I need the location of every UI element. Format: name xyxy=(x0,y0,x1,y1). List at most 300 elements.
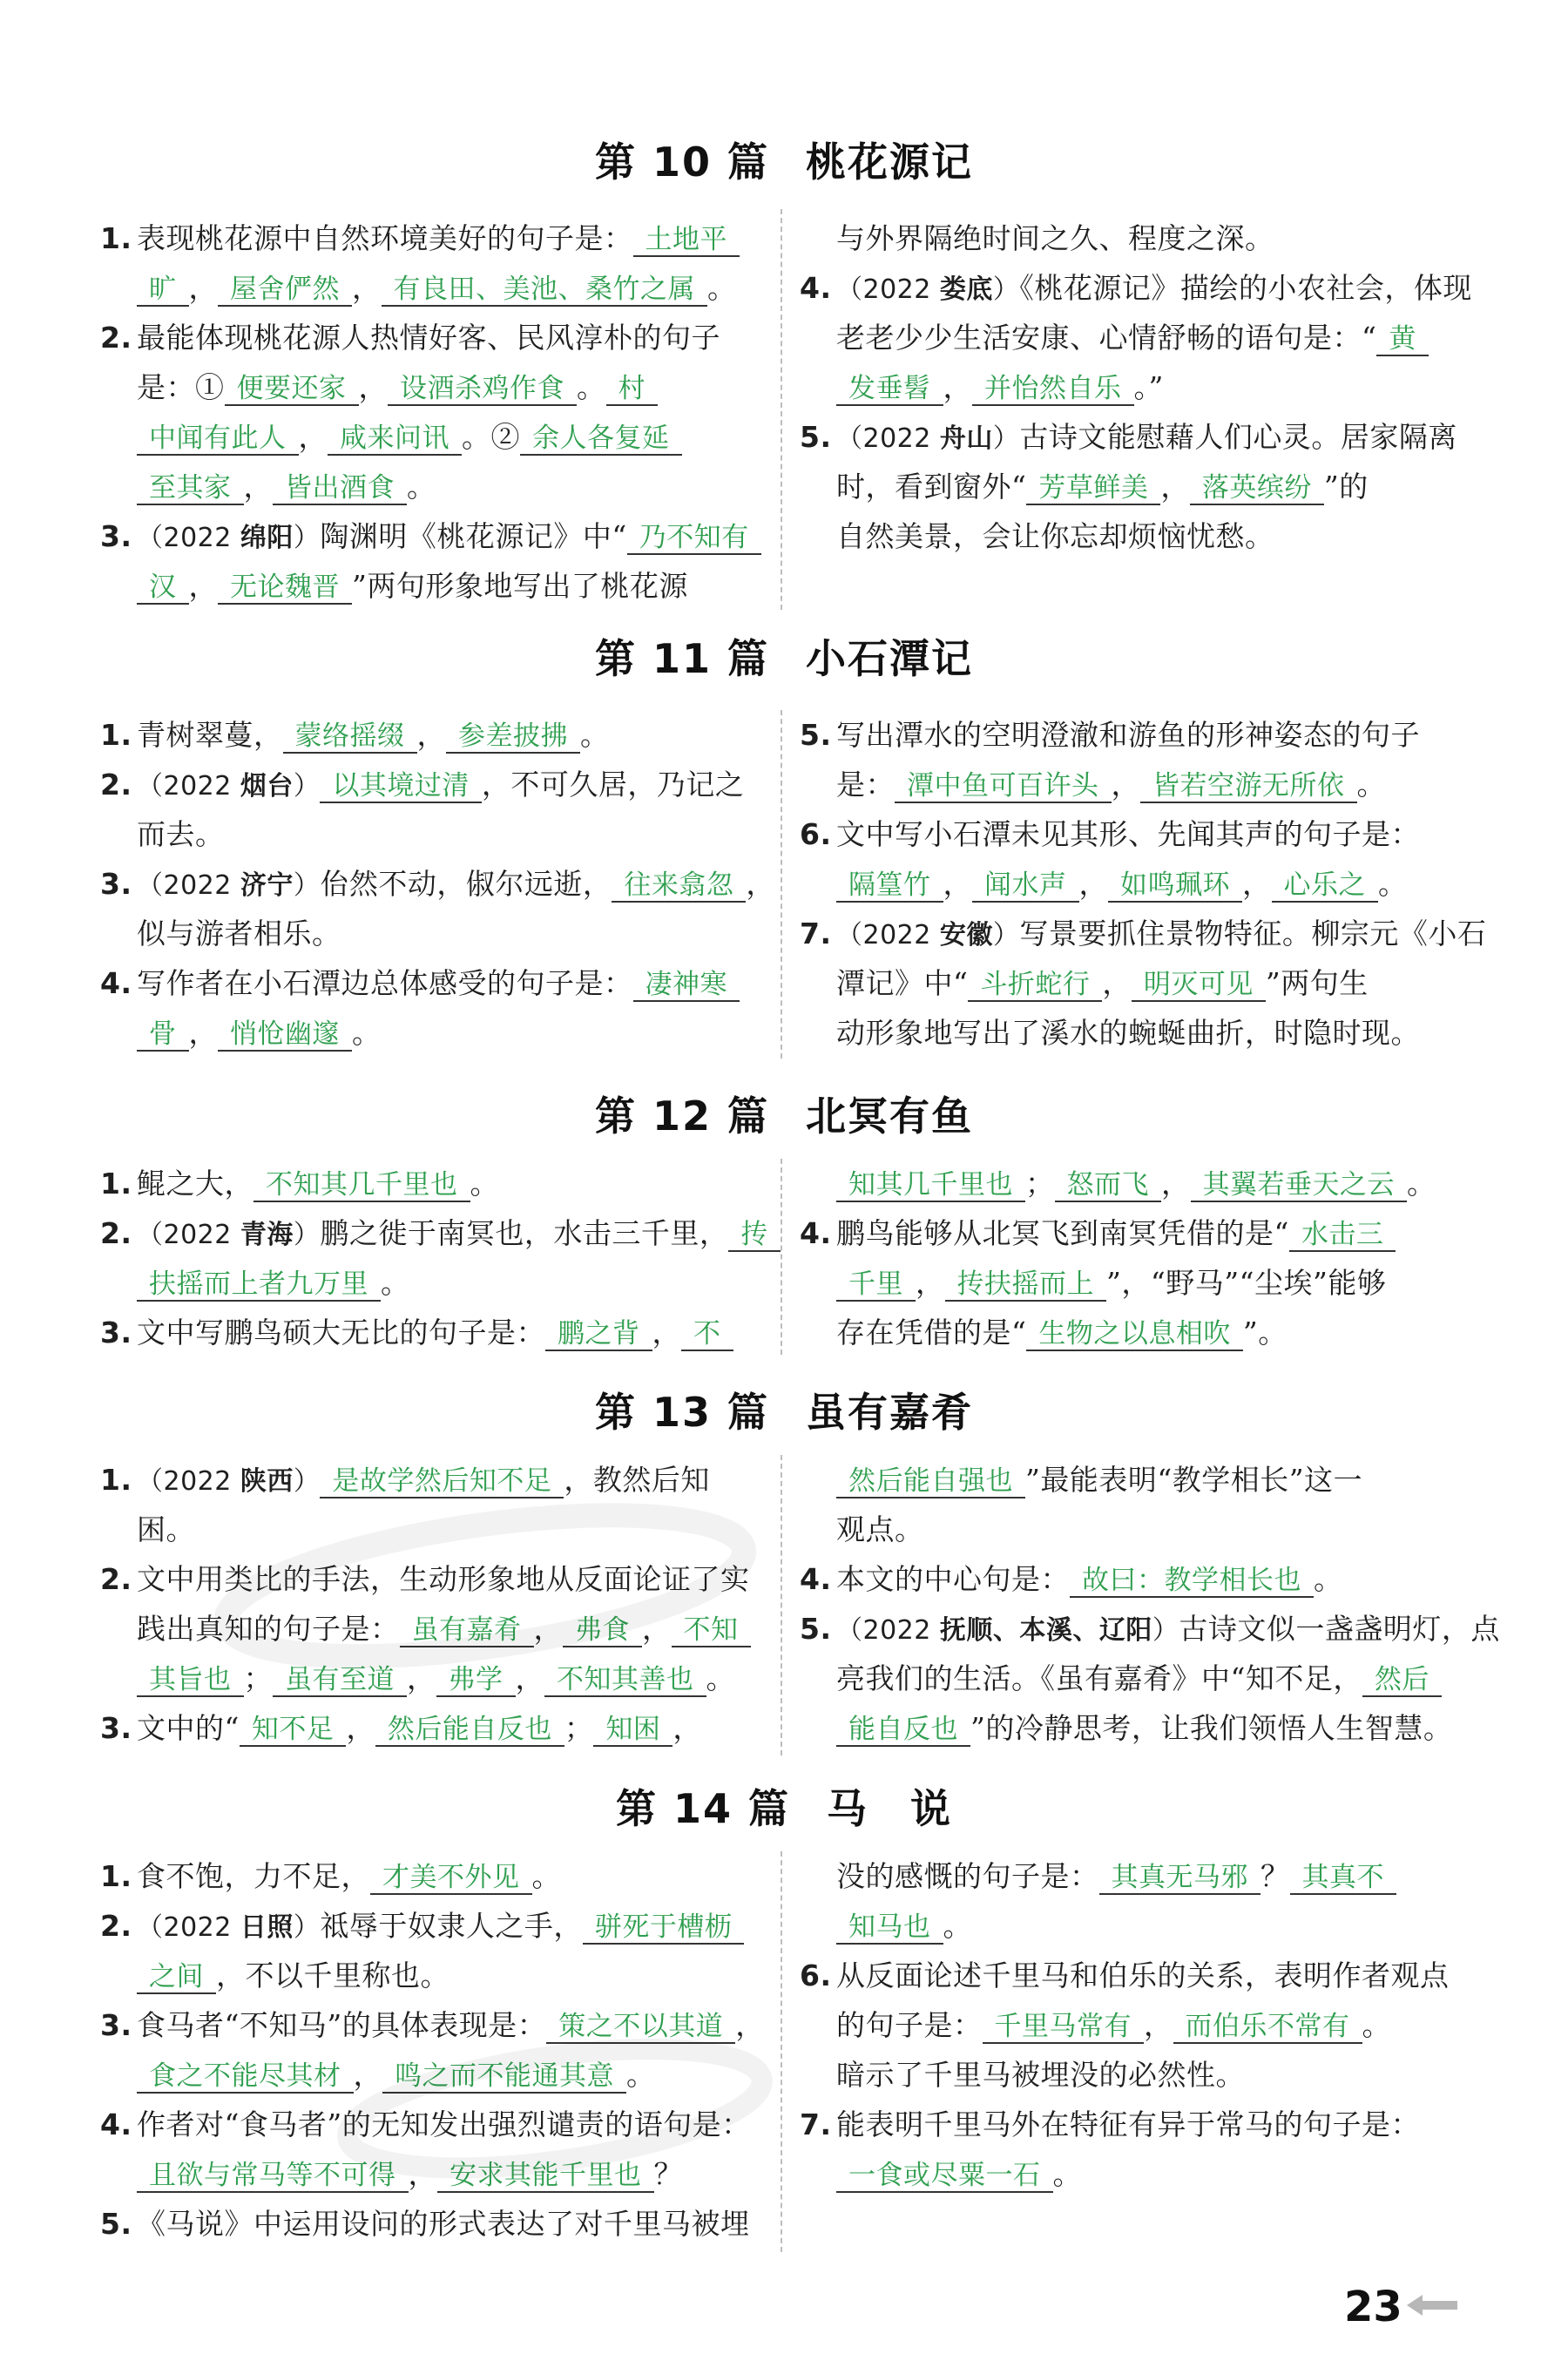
text-fragment: （2022 xyxy=(137,1220,240,1250)
answer-blank: 其真不 xyxy=(1290,1862,1397,1895)
answer-blank: 其真无马邪 xyxy=(1099,1862,1261,1895)
text-fragment: ， xyxy=(408,2157,437,2191)
text-fragment: ， xyxy=(1160,470,1190,504)
answer-blank: 旷 xyxy=(137,274,189,307)
text-fragment: 与外界隔绝时间之久、程度之深。 xyxy=(836,221,1274,255)
text-fragment: 桃花源记 xyxy=(806,139,974,186)
text-fragment: 潭记》中“ xyxy=(836,966,969,1000)
question-line xyxy=(800,1159,1463,1208)
text-fragment: ， xyxy=(943,370,972,404)
text-fragment: 似与游者相乐。 xyxy=(137,917,341,950)
answer-blank: 至其家 xyxy=(137,472,244,505)
text-fragment: 2. xyxy=(100,1562,132,1596)
source-tag xyxy=(137,523,320,553)
question-line xyxy=(100,1901,762,1951)
question-line xyxy=(100,462,762,511)
answer-blank: 骈死于槽枥 xyxy=(583,1911,745,1945)
answer-blank: 乃不知有 xyxy=(627,522,761,555)
text-fragment: ） xyxy=(293,523,321,553)
text-fragment: 。② xyxy=(462,420,520,454)
text-fragment: 食不饱，力不足， xyxy=(137,1859,370,1893)
text-fragment: ， xyxy=(416,718,446,752)
text-fragment: 文中写鹏鸟硕大无比的句子是： xyxy=(137,1316,545,1350)
answer-blank: 并怡然自乐 xyxy=(972,373,1134,406)
question-line xyxy=(800,760,1463,809)
text-fragment: ？ xyxy=(653,2157,683,2191)
column-divider xyxy=(781,209,782,610)
text-fragment: 作者对“食马者”的无知发出强烈谴责的语句是： xyxy=(137,2107,751,2141)
text-fragment: ，教然后知 xyxy=(564,1463,710,1497)
question-line xyxy=(800,1008,1463,1058)
answer-blank: 隔篁竹 xyxy=(836,869,943,903)
section-12-left-column xyxy=(100,1159,768,1357)
text-fragment: 1. xyxy=(100,718,132,752)
text-fragment: 5. xyxy=(100,2207,132,2241)
answer-blank: 虽有至道 xyxy=(273,1664,407,1697)
text-fragment: 4. xyxy=(100,2107,132,2141)
section-title-13 xyxy=(0,1381,1568,1438)
text-fragment: 1. xyxy=(100,221,132,255)
source-tag xyxy=(836,1615,1179,1646)
text-fragment: 。 xyxy=(580,718,610,752)
question-line xyxy=(800,1258,1463,1308)
text-fragment: 。 xyxy=(577,370,606,404)
text-fragment: 5. xyxy=(800,420,832,454)
text-fragment: 6. xyxy=(800,1958,832,1992)
answer-blank: 屋舍俨然 xyxy=(218,274,352,307)
answer-blank: 皆若空游无所依 xyxy=(1140,770,1357,803)
text-fragment: ， xyxy=(735,2008,765,2042)
text-fragment: ， xyxy=(652,1316,681,1350)
answer-blank: 故曰：教学相长也 xyxy=(1070,1565,1314,1598)
text-fragment: ，不以千里称也。 xyxy=(216,1958,449,1992)
text-fragment: 鲲之大， xyxy=(137,1167,253,1201)
question-line xyxy=(100,710,762,760)
text-fragment: 3. xyxy=(100,1711,132,1745)
text-fragment: ”两句形象地写出了桃花源 xyxy=(352,569,688,603)
question-line xyxy=(100,1951,762,2000)
text-fragment: ， xyxy=(672,1711,702,1745)
question-line xyxy=(800,1851,1463,1901)
text-fragment: 3. xyxy=(100,1316,132,1350)
text-fragment: 。 xyxy=(1356,768,1386,802)
answer-blank: 然后能自强也 xyxy=(836,1465,1025,1498)
text-fragment: 3. xyxy=(100,867,132,901)
source-tag xyxy=(137,1912,320,1943)
question-line xyxy=(800,2149,1463,2199)
text-fragment: （2022 xyxy=(836,423,940,454)
question-line xyxy=(800,1455,1463,1505)
text-fragment: 第 10 篇 xyxy=(594,139,770,186)
text-fragment: ， xyxy=(353,2058,382,2092)
answer-blank: 有良田、美池、桑竹之属 xyxy=(382,274,708,307)
text-fragment: 表现桃花源中自然环境美好的句子是： xyxy=(137,221,633,255)
question-line xyxy=(100,958,762,1008)
question-line xyxy=(800,1654,1463,1703)
answer-blank: 余人各复延 xyxy=(520,423,682,456)
source-tag xyxy=(836,920,1019,950)
question-line xyxy=(800,1951,1463,2000)
answer-blank: 中闻有此人 xyxy=(137,423,299,456)
text-fragment: 6. xyxy=(800,817,832,851)
text-fragment: 青海 xyxy=(240,1220,294,1250)
text-fragment: 济宁 xyxy=(240,870,294,901)
question-line xyxy=(800,263,1472,313)
section-14-right-column xyxy=(800,1851,1463,2199)
answer-blank: 才美不外见 xyxy=(370,1862,532,1895)
source-tag xyxy=(836,423,1019,454)
text-fragment: 自然美景，会让你忘却烦恼忧愁。 xyxy=(836,519,1274,553)
answer-blank: 不 xyxy=(681,1318,733,1351)
text-fragment: ”。 xyxy=(1242,1316,1288,1350)
text-fragment: 而去。 xyxy=(137,817,225,851)
text-fragment: 祗辱于奴隶人之手， xyxy=(320,1909,583,1943)
text-fragment: 文中写小石潭未见其形、先闻其声的句子是： xyxy=(836,817,1420,851)
answer-blank: 潭中鱼可百许头 xyxy=(895,770,1112,803)
text-fragment: 第 14 篇 xyxy=(615,1785,791,1832)
answer-blank: 千里马常有 xyxy=(983,2011,1145,2044)
page-number: 23 xyxy=(1344,2283,1402,2331)
text-fragment: ， xyxy=(1102,966,1132,1000)
answer-blank: 皆出酒食 xyxy=(273,472,407,505)
text-fragment: 。” xyxy=(1133,370,1164,404)
text-fragment: 。 xyxy=(943,1909,972,1943)
text-fragment: 。 xyxy=(470,1167,499,1201)
text-fragment: 4. xyxy=(100,966,132,1000)
text-fragment: 是：① xyxy=(137,370,225,404)
answer-blank: 生物之以息相吹 xyxy=(1026,1318,1243,1351)
text-fragment: 暗示了千里马被埋没的必然性。 xyxy=(836,2058,1245,2092)
question-line xyxy=(100,561,762,611)
column-divider xyxy=(781,710,782,1059)
text-fragment: 。 xyxy=(352,1016,382,1050)
arrow-left-icon xyxy=(1407,2293,1459,2317)
text-fragment: 没的感慨的句子是： xyxy=(836,1859,1099,1893)
answer-blank: 知其几千里也 xyxy=(836,1169,1025,1202)
question-line xyxy=(100,760,762,809)
text-fragment: 古诗文能慰藉人们心灵。居家隔离 xyxy=(1019,420,1457,454)
question-line xyxy=(800,1505,1463,1554)
text-fragment: ， xyxy=(533,1612,563,1646)
answer-blank: 设酒杀鸡作食 xyxy=(388,373,577,406)
text-fragment: 小石潭记 xyxy=(806,635,974,682)
text-fragment: 文中的“ xyxy=(137,1711,240,1745)
question-line xyxy=(100,1159,762,1208)
text-fragment: 最能体现桃花源人热情好客、民风淳朴的句子 xyxy=(137,321,720,355)
section-12-right-column xyxy=(800,1159,1463,1357)
text-fragment: 。 xyxy=(407,470,436,504)
text-fragment: ， xyxy=(1242,867,1272,901)
answer-blank: 芳草鲜美 xyxy=(1026,472,1160,505)
text-fragment: ， xyxy=(1111,768,1140,802)
answer-blank: 安求其能千里也 xyxy=(437,2160,654,2193)
section-title-11 xyxy=(0,627,1568,685)
text-fragment: ？ xyxy=(1260,1859,1290,1893)
text-fragment: ， xyxy=(298,420,328,454)
text-fragment: 娄底 xyxy=(939,274,993,305)
section-title-14 xyxy=(0,1777,1568,1835)
question-line xyxy=(800,2050,1463,2100)
text-fragment: ， xyxy=(916,1266,945,1300)
text-fragment: ） xyxy=(293,1466,321,1497)
question-line xyxy=(800,462,1463,511)
text-fragment: （2022 xyxy=(836,1615,940,1646)
answer-blank: 心乐之 xyxy=(1272,869,1379,903)
text-fragment: 虽有嘉肴 xyxy=(806,1389,974,1436)
question-line xyxy=(800,958,1463,1008)
text-fragment: ， xyxy=(358,370,388,404)
text-fragment: ， xyxy=(1161,1167,1191,1201)
question-line xyxy=(800,1604,1500,1654)
text-fragment: （2022 xyxy=(137,771,240,802)
section-11-left-column xyxy=(100,710,775,1058)
text-fragment: 3. xyxy=(100,2008,132,2042)
answer-blank: 往来翕忽 xyxy=(612,869,746,903)
text-fragment: 古诗文似一盏盏明灯，点 xyxy=(1179,1612,1500,1646)
text-fragment: 动形象地写出了溪水的蜿蜒曲折，时隐时现。 xyxy=(836,1016,1420,1050)
question-line xyxy=(100,1208,768,1258)
text-fragment: 写作者在小石潭边总体感受的句子是： xyxy=(137,966,633,1000)
text-fragment: 1. xyxy=(100,1859,132,1893)
answer-blank: 策之不以其道 xyxy=(546,2011,735,2044)
text-fragment: 《马说》中运用设问的形式表达了对千里马被埋 xyxy=(137,2207,750,2241)
answer-blank: 水击三 xyxy=(1289,1219,1396,1252)
text-fragment: ； xyxy=(564,1711,594,1745)
question-line xyxy=(100,313,762,362)
answer-blank: 村 xyxy=(606,373,659,406)
answer-blank: 弗食 xyxy=(563,1614,642,1647)
answer-blank: 知不足 xyxy=(240,1714,347,1747)
text-fragment: 绵阳 xyxy=(240,523,294,553)
text-fragment: 食马者“不知马”的具体表现是： xyxy=(137,2008,547,2042)
text-fragment: （2022 xyxy=(137,523,240,553)
answer-blank: 抟 xyxy=(728,1219,781,1252)
answer-blank: 弗学 xyxy=(436,1664,516,1697)
answer-blank: 发垂髫 xyxy=(836,373,943,406)
answer-blank: 不知 xyxy=(672,1614,751,1647)
text-fragment: ） xyxy=(293,1220,321,1250)
text-fragment: 鹏鸟能够从北冥飞到南冥凭借的是“ xyxy=(836,1216,1289,1250)
text-fragment: ） xyxy=(1152,1615,1179,1646)
text-fragment: ， xyxy=(515,1661,544,1695)
answer-blank: 参差披拂 xyxy=(446,720,580,754)
question-line xyxy=(800,1901,1463,1951)
text-fragment: 。 xyxy=(706,1661,735,1695)
text-fragment: 舟山 xyxy=(939,423,993,454)
answer-blank: 如鸣珮环 xyxy=(1108,869,1242,903)
source-tag xyxy=(137,1466,320,1497)
answer-blank: 然后能自反也 xyxy=(375,1714,564,1747)
question-line xyxy=(800,2100,1463,2149)
question-line xyxy=(100,1258,762,1308)
text-fragment: 。 xyxy=(381,1266,410,1300)
text-fragment: （2022 xyxy=(137,1912,240,1943)
text-fragment: 3. xyxy=(100,519,132,553)
text-fragment: ”的冷静思考，让我们领悟人生智慧。 xyxy=(970,1711,1453,1745)
question-line xyxy=(100,412,762,462)
answer-blank: 其旨也 xyxy=(137,1664,244,1697)
question-line xyxy=(100,511,762,561)
text-fragment: 1. xyxy=(100,1463,132,1497)
text-fragment: ） xyxy=(293,771,321,802)
question-line xyxy=(800,362,1463,412)
section-13-right-column xyxy=(800,1455,1500,1753)
text-fragment: 陕西 xyxy=(240,1466,294,1497)
source-tag xyxy=(137,771,320,802)
text-fragment: ， xyxy=(1078,867,1108,901)
answer-blank: 知困 xyxy=(593,1714,672,1747)
question-line xyxy=(800,1208,1463,1258)
text-fragment: 第 11 篇 xyxy=(594,635,770,682)
answer-blank: 悄怆幽邃 xyxy=(218,1018,352,1052)
text-fragment: 7. xyxy=(800,2107,832,2141)
text-fragment: ，不可久居，乃记之 xyxy=(481,768,745,802)
text-fragment: 践出真知的句子是： xyxy=(137,1612,400,1646)
text-fragment: ） xyxy=(992,274,1020,305)
answer-blank: 明灭可见 xyxy=(1132,969,1266,1002)
answer-blank: 抟扶摇而上 xyxy=(945,1268,1107,1302)
answer-blank: 扶摇而上者九万里 xyxy=(137,1268,381,1302)
question-line xyxy=(800,313,1463,362)
question-line xyxy=(800,1703,1463,1753)
text-fragment: 亮我们的生活。《虽有嘉肴》中“知不足， xyxy=(836,1661,1362,1695)
answer-blank: 能自反也 xyxy=(836,1714,970,1747)
text-fragment: 安徽 xyxy=(939,920,993,950)
text-fragment: 2. xyxy=(100,1216,132,1250)
text-fragment: （2022 xyxy=(137,870,240,901)
text-fragment: ， xyxy=(1144,2008,1173,2042)
text-fragment: 4. xyxy=(800,271,832,305)
text-fragment: 7. xyxy=(800,917,832,950)
text-fragment: ； xyxy=(1025,1167,1055,1201)
answer-blank: 鹏之背 xyxy=(545,1318,652,1351)
answer-blank: 虽有嘉肴 xyxy=(400,1614,534,1647)
question-line xyxy=(100,263,762,313)
question-line xyxy=(100,859,775,909)
question-line xyxy=(100,1851,762,1901)
text-fragment: 老老少少生活安康、心情舒畅的语句是：“ xyxy=(836,321,1377,355)
text-fragment: 观点。 xyxy=(836,1512,924,1546)
text-fragment: 4. xyxy=(800,1562,832,1596)
text-fragment: 烟台 xyxy=(240,771,294,802)
text-fragment: 5. xyxy=(800,718,832,752)
question-line xyxy=(800,710,1463,760)
text-fragment: ， xyxy=(243,470,273,504)
text-fragment: （2022 xyxy=(836,274,940,305)
text-fragment: 马 说 xyxy=(827,1785,953,1832)
text-fragment: 困。 xyxy=(137,1512,195,1546)
answer-blank: 知马也 xyxy=(836,1911,943,1945)
text-fragment: 第 13 篇 xyxy=(594,1389,770,1436)
answer-blank: 斗折蛇行 xyxy=(968,969,1102,1002)
text-fragment: 写出潭水的空明澄澈和游鱼的形神姿态的句子 xyxy=(836,718,1420,752)
text-fragment: 能表明千里马外在特征有异于常马的句子是： xyxy=(836,2107,1420,2141)
text-fragment: 。 xyxy=(707,271,737,305)
answer-blank: 咸来问讯 xyxy=(328,423,462,456)
text-fragment: 2. xyxy=(100,768,132,802)
text-fragment: 本文的中心句是： xyxy=(836,1562,1070,1596)
question-line xyxy=(100,213,762,263)
question-line xyxy=(800,511,1463,561)
answer-blank: 之间 xyxy=(137,1961,216,1994)
text-fragment: 2. xyxy=(100,321,132,355)
question-line xyxy=(100,1008,762,1058)
text-fragment: 鹏之徙于南冥也，水击三千里， xyxy=(320,1216,729,1250)
answer-blank: 而伯乐不常有 xyxy=(1173,2011,1362,2044)
text-fragment: 。 xyxy=(626,2058,656,2092)
question-line xyxy=(100,909,762,958)
answer-blank: 不知其几千里也 xyxy=(253,1169,470,1202)
answer-blank: 鸣之而不能通其意 xyxy=(382,2060,626,2094)
text-fragment: 写景要抓住景物特征。柳宗元《小石 xyxy=(1019,917,1487,950)
section-title-12 xyxy=(0,1085,1568,1142)
text-fragment: ） xyxy=(293,1912,321,1943)
text-fragment: ） xyxy=(293,870,321,901)
answer-blank: 不知其善也 xyxy=(544,1664,706,1697)
answer-blank: 以其境过清 xyxy=(320,770,482,803)
text-fragment: ， xyxy=(746,867,775,901)
column-divider xyxy=(781,1455,782,1756)
answer-blank: 黄 xyxy=(1376,323,1429,356)
text-fragment: 。 xyxy=(1407,1167,1436,1201)
question-line xyxy=(800,909,1487,958)
text-fragment: 1. xyxy=(100,1167,132,1201)
text-fragment: ， xyxy=(188,1016,218,1050)
text-fragment: 第 12 篇 xyxy=(594,1093,770,1140)
text-fragment: 。 xyxy=(1378,867,1408,901)
text-fragment: （2022 xyxy=(137,1466,240,1497)
question-line xyxy=(800,412,1463,462)
question-line xyxy=(100,362,762,412)
source-tag xyxy=(137,1220,320,1250)
text-fragment: 从反面论述千里马和伯乐的关系，表明作者观点 xyxy=(836,1958,1450,1992)
text-fragment: 4. xyxy=(800,1216,832,1250)
text-fragment: 2. xyxy=(100,1909,132,1943)
text-fragment: （2022 xyxy=(836,920,940,950)
text-fragment: ”，“野马”“尘埃”能够 xyxy=(1106,1266,1387,1300)
answer-blank: 且欲与常马等不可得 xyxy=(137,2160,409,2193)
text-fragment: ， xyxy=(642,1612,672,1646)
source-tag xyxy=(137,870,320,901)
question-line xyxy=(100,809,762,859)
section-title-10 xyxy=(0,131,1568,188)
answer-blank: 便要还家 xyxy=(225,373,359,406)
text-fragment: 文中用类比的手法，生动形象地从反面论证了实 xyxy=(137,1562,750,1596)
answer-blank: 汉 xyxy=(137,572,189,605)
text-fragment: ） xyxy=(992,423,1020,454)
answer-blank: 怒而飞 xyxy=(1055,1169,1162,1202)
answer-blank: 是故学然后知不足 xyxy=(320,1465,564,1498)
answer-blank: 落英缤纷 xyxy=(1190,472,1324,505)
answer-blank: 闻水声 xyxy=(972,869,1079,903)
text-fragment: 时，看到窗外“ xyxy=(836,470,1027,504)
answer-blank: 骨 xyxy=(137,1018,189,1052)
text-fragment: 。 xyxy=(1314,1562,1343,1596)
text-fragment: 的句子是： xyxy=(836,2008,983,2042)
text-fragment: 。 xyxy=(1052,2157,1082,2191)
text-fragment: ， xyxy=(407,1661,436,1695)
text-fragment: ， xyxy=(188,271,218,305)
text-fragment: 佁然不动，俶尔远逝， xyxy=(320,867,612,901)
question-line xyxy=(800,809,1463,859)
text-fragment: ） xyxy=(992,920,1020,950)
answer-blank: 其翼若垂天之云 xyxy=(1191,1169,1408,1202)
answer-blank: 蒙络摇缀 xyxy=(283,720,417,754)
section-11-right-column xyxy=(800,710,1487,1058)
question-line xyxy=(800,1554,1463,1604)
source-tag xyxy=(836,274,1019,305)
answer-blank: 凄神寒 xyxy=(633,969,740,1002)
